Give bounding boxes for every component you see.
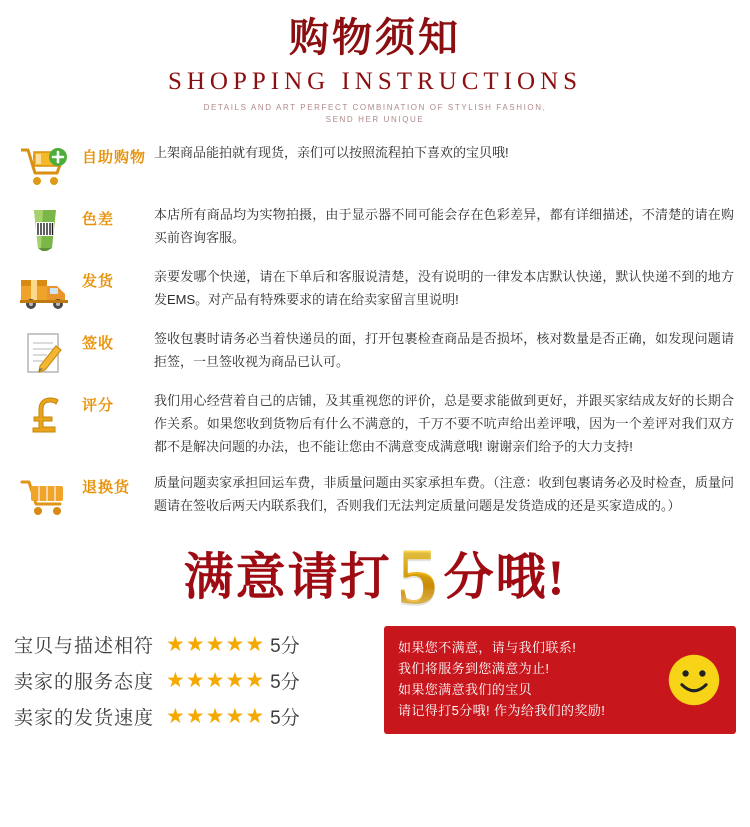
icon-cell [8,328,82,376]
rating-row [14,626,370,662]
item-text: 上架商品能拍就有现货，亲们可以按照流程拍下喜欢的宝贝哦! [154,145,509,160]
rating-row [14,698,370,734]
rating-label: 宝贝与描述相符 [14,635,155,657]
item-label: 发货 [82,273,115,290]
icon-cell [8,472,82,520]
sign-document-icon [18,330,72,376]
banner-text-left: 满意请打 [183,549,392,606]
star-icon: ★ [166,668,185,692]
contact-notice-panel [384,626,736,734]
rating-row [14,662,370,698]
star-icon: ★ [205,704,225,728]
item-label: 自助购物 [82,149,147,166]
rating-label: 卖家的服务态度 [14,671,155,693]
star-icon: ★ [225,632,245,656]
item-label: 退换货 [82,479,131,497]
notice-line: 如果您不满意，请与我们联系! [398,640,577,656]
bottom-section [0,620,750,734]
rating-banner [0,534,750,620]
color-swatch-icon [18,206,72,252]
star-icon: ★ [225,668,245,692]
star-icon: ★ [166,704,185,728]
rating-score: 5分 [270,707,300,729]
page-header [0,0,750,124]
icon-cell [8,266,82,314]
item-text: 本店所有商品均为实物拍摄，由于显示器不同可能会存在色彩差异，都有详细描述，不清楚的请在购买前咨询客服。 [154,207,734,245]
star-icon: ★ [185,668,205,692]
list-item [8,142,740,190]
item-text: 签收包裹时请务必当着快递员的面，打开包裹检查商品是否损坏，核对数量是否正确，如发现问题请拒签，一旦签收视为商品已认可。 [154,331,734,369]
page-subtitle-en: SHOPPING INSTRUCTIONS [167,68,583,95]
rating-score: 5分 [270,635,300,657]
item-text: 质量问题卖家承担回运车费，非质量问题由买家承担车费。（注意：收到包裹请务必及时检查，质量问题请在签收后两天内联系我们，否则我们无法判定质量问题是发货造成的还是买家造成的。） [154,475,734,513]
currency-trophy-icon [18,392,72,438]
list-item [8,390,740,458]
star-icon: ★ [245,704,265,728]
banner-text-right: 分哦! [443,549,567,606]
star-icon: ★ [225,704,245,728]
page-title: 购物须知 [289,15,461,60]
banner-number-five: 5 [392,534,444,620]
rating-stars [166,634,264,655]
notice-line: 如果您满意我们的宝贝 [398,681,533,697]
shopping-cart-plus-icon [18,144,72,190]
star-icon: ★ [245,668,265,692]
smiley-face-icon [666,652,722,708]
list-item [8,266,740,314]
page-tagline-line2: SEND HER UNIQUE [325,115,425,124]
rating-label: 卖家的发货速度 [14,707,155,729]
item-label: 签收 [82,335,115,352]
item-label: 色差 [82,211,115,228]
page-tagline-line1: DETAILS AND ART PERFECT COMBINATION OF STYLISH FASHION, [203,103,547,112]
rating-score: 5分 [270,671,300,693]
star-icon: ★ [205,632,225,656]
icon-cell [8,142,82,190]
star-icon: ★ [205,668,225,692]
instruction-list [0,142,750,520]
return-cart-icon [18,474,72,520]
rating-stars [166,670,264,691]
star-icon: ★ [166,632,185,656]
item-text: 亲要发哪个快递，请在下单后和客服说清楚，没有说明的一律发本店默认快递，默认快递不到的地方发EMS。对产品有特殊要求的请在给卖家留言里说明! [154,269,734,307]
notice-line: 请记得打5分哦! 作为给我们的奖励! [398,702,606,718]
rating-list [14,626,370,734]
star-icon: ★ [185,632,205,656]
rating-stars [166,706,264,727]
list-item [8,472,740,520]
star-icon: ★ [185,704,205,728]
star-icon: ★ [245,632,265,656]
icon-cell [8,390,82,438]
item-label: 评分 [82,397,115,414]
list-item [8,204,740,252]
notice-line: 我们将服务到您满意为止! [398,661,550,677]
icon-cell [8,204,82,252]
delivery-truck-icon [18,268,72,314]
list-item [8,328,740,376]
item-text: 我们用心经营着自己的店铺，及其重视您的评价，总是要求能做到更好，并跟买家结成友好的长期合作关系。如果您收到货物后有什么不满意的，千万不要不吭声给出差评哦，因为一个差评对我们双方都不是解决问题的办法，也不能让您由不满意变成满意哦! 谢谢亲们给予的大力支持! [154,393,734,454]
